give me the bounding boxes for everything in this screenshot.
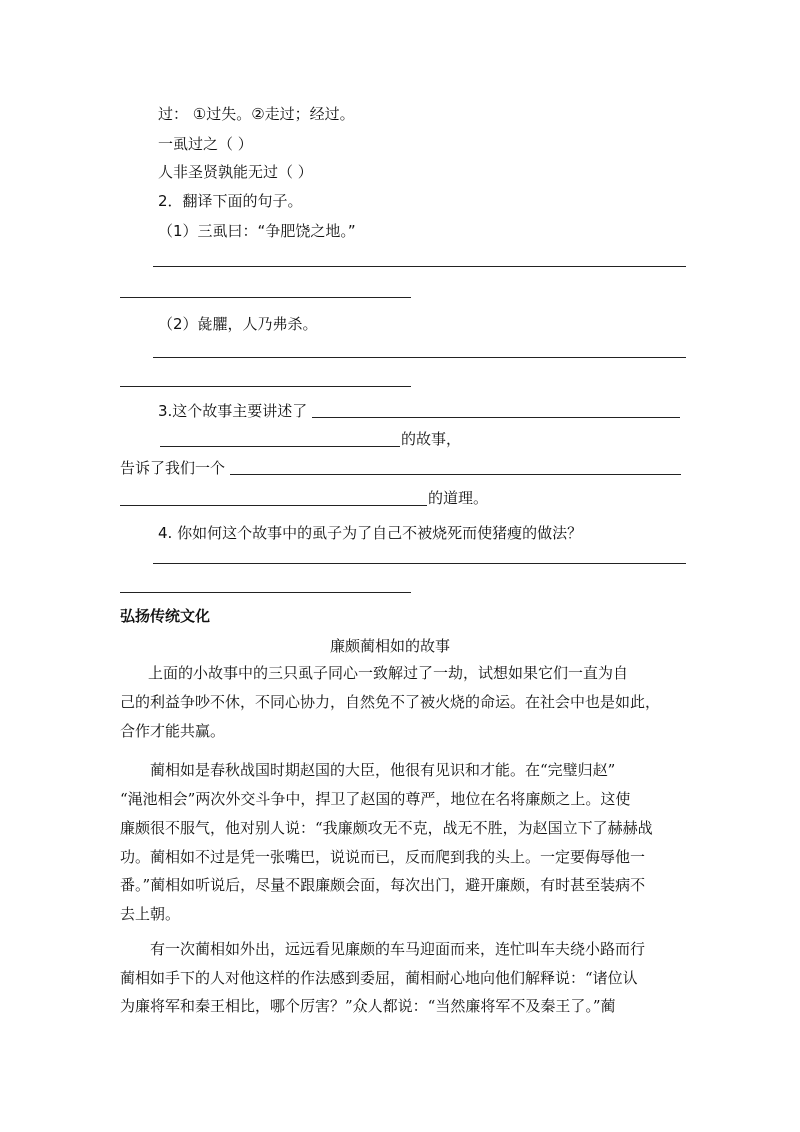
answer-line[interactable] <box>153 266 686 267</box>
answer-line[interactable] <box>312 417 680 418</box>
answer-line[interactable] <box>153 357 686 358</box>
question-2-sentence-2: （2）彘臞，人乃弗杀。 <box>158 315 318 333</box>
story-line: 己的利益争吵不休，不同心协力，自然免不了被火烧的命运。在社会中也是如此， <box>120 693 661 711</box>
story-line: 为廉将军和秦王相比，哪个厉害？”众人都说：“当然廉将军不及秦王了。”蔺 <box>120 997 616 1015</box>
story-line: “渑池相会”两次外交斗争中，捍卫了赵国的尊严，地位在名将廉颇之上。这使 <box>120 790 631 808</box>
guo-item-2: 人非圣贤孰能无过（ ） <box>158 163 313 181</box>
question-2-heading: 2．翻译下面的句子。 <box>158 192 303 210</box>
section-heading: 弘扬传统文化 <box>120 607 211 625</box>
question-4: 4. 你如何这个故事中的虱子为了自己不被烧死而使猪瘦的做法？ <box>158 524 583 542</box>
story-line: 番。”蔺相如听说后，尽量不跟廉颇会面，每次出门，避开廉颇，有时甚至装病不 <box>120 876 646 894</box>
story-line: 上面的小故事中的三只虱子同心一致解过了一劫，试想如果它们一直为自 <box>148 664 629 682</box>
story-line: 功。蔺相如不过是凭一张嘴巴，说说而已，反而爬到我的头上。一定要侮辱他一 <box>120 848 646 866</box>
story-line: 蔺相如手下的人对他这样的作法感到委屈，蔺相耐心地向他们解释说：“诸位认 <box>120 969 638 987</box>
story-line: 蔺相如是春秋战国时期赵国的大臣，他很有见识和才能。在“完璧归赵” <box>150 761 616 779</box>
story-line: 廉颇很不服气，他对别人说：“我廉颇攻无不克，战无不胜，为赵国立下了赫赫战 <box>120 819 653 837</box>
answer-line[interactable] <box>120 386 411 387</box>
guo-item-1: 一虱过之（ ） <box>158 135 253 153</box>
answer-line[interactable] <box>120 592 411 593</box>
story-line: 有一次蔺相如外出，远远看见廉颇的车马迎面而来，连忙叫车夫绕小路而行 <box>150 940 646 958</box>
question-3-reason-suffix: 的道理。 <box>428 489 489 507</box>
answer-line[interactable] <box>120 297 411 298</box>
guo-definition: 过： ①过失。②走过；经过。 <box>158 105 355 123</box>
story-line: 合作才能共赢。 <box>120 722 226 740</box>
question-3-story-suffix: 的故事， <box>401 430 462 448</box>
question-2-sentence-1: （1）三虱曰：“争肥饶之地。” <box>158 222 356 240</box>
question-3-told-prefix: 告诉了我们一个 <box>120 459 226 477</box>
answer-line[interactable] <box>230 474 681 475</box>
answer-line[interactable] <box>153 563 686 564</box>
story-title: 廉颇蔺相如的故事 <box>330 637 451 655</box>
story-line: 去上朝。 <box>120 905 181 923</box>
answer-line[interactable] <box>160 446 400 447</box>
question-3-prefix: 3.这个故事主要讲述了 <box>158 402 308 420</box>
answer-line[interactable] <box>120 505 427 506</box>
